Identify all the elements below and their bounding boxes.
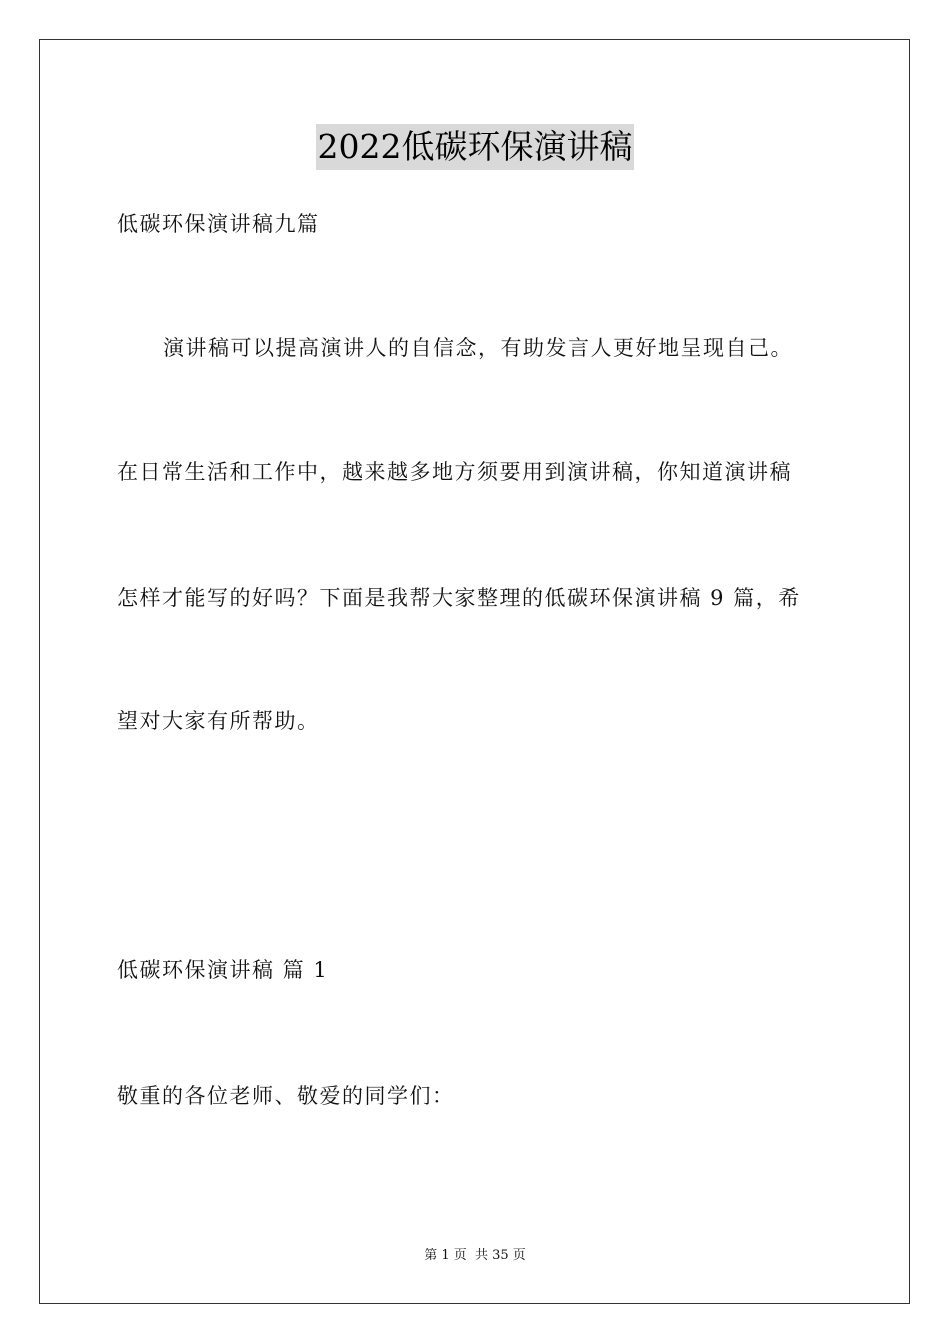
paragraph-line: 演讲稿可以提高演讲人的自信念，有助发言人更好地呈现自己。 [163, 336, 793, 360]
title-container [0, 124, 950, 170]
total-pages: 共 35 页 [474, 1248, 526, 1263]
paragraph-line: 望对大家有所帮助。 [117, 709, 320, 733]
paragraph-line: 在日常生活和工作中，越来越多地方须要用到演讲稿，你知道演讲稿 [117, 460, 792, 484]
salutation: 敬重的各位老师、敬爱的同学们： [117, 1084, 455, 1108]
subtitle: 低碳环保演讲稿九篇 [117, 212, 320, 236]
page-number: 第 1 页 [424, 1248, 467, 1263]
document-title: 2022低碳环保演讲稿 [316, 124, 635, 170]
paragraph-line: 怎样才能写的好吗？下面是我帮大家整理的低碳环保演讲稿 9 篇，希 [117, 586, 801, 610]
page-footer [0, 1247, 950, 1265]
section-heading: 低碳环保演讲稿 篇 1 [117, 958, 329, 982]
